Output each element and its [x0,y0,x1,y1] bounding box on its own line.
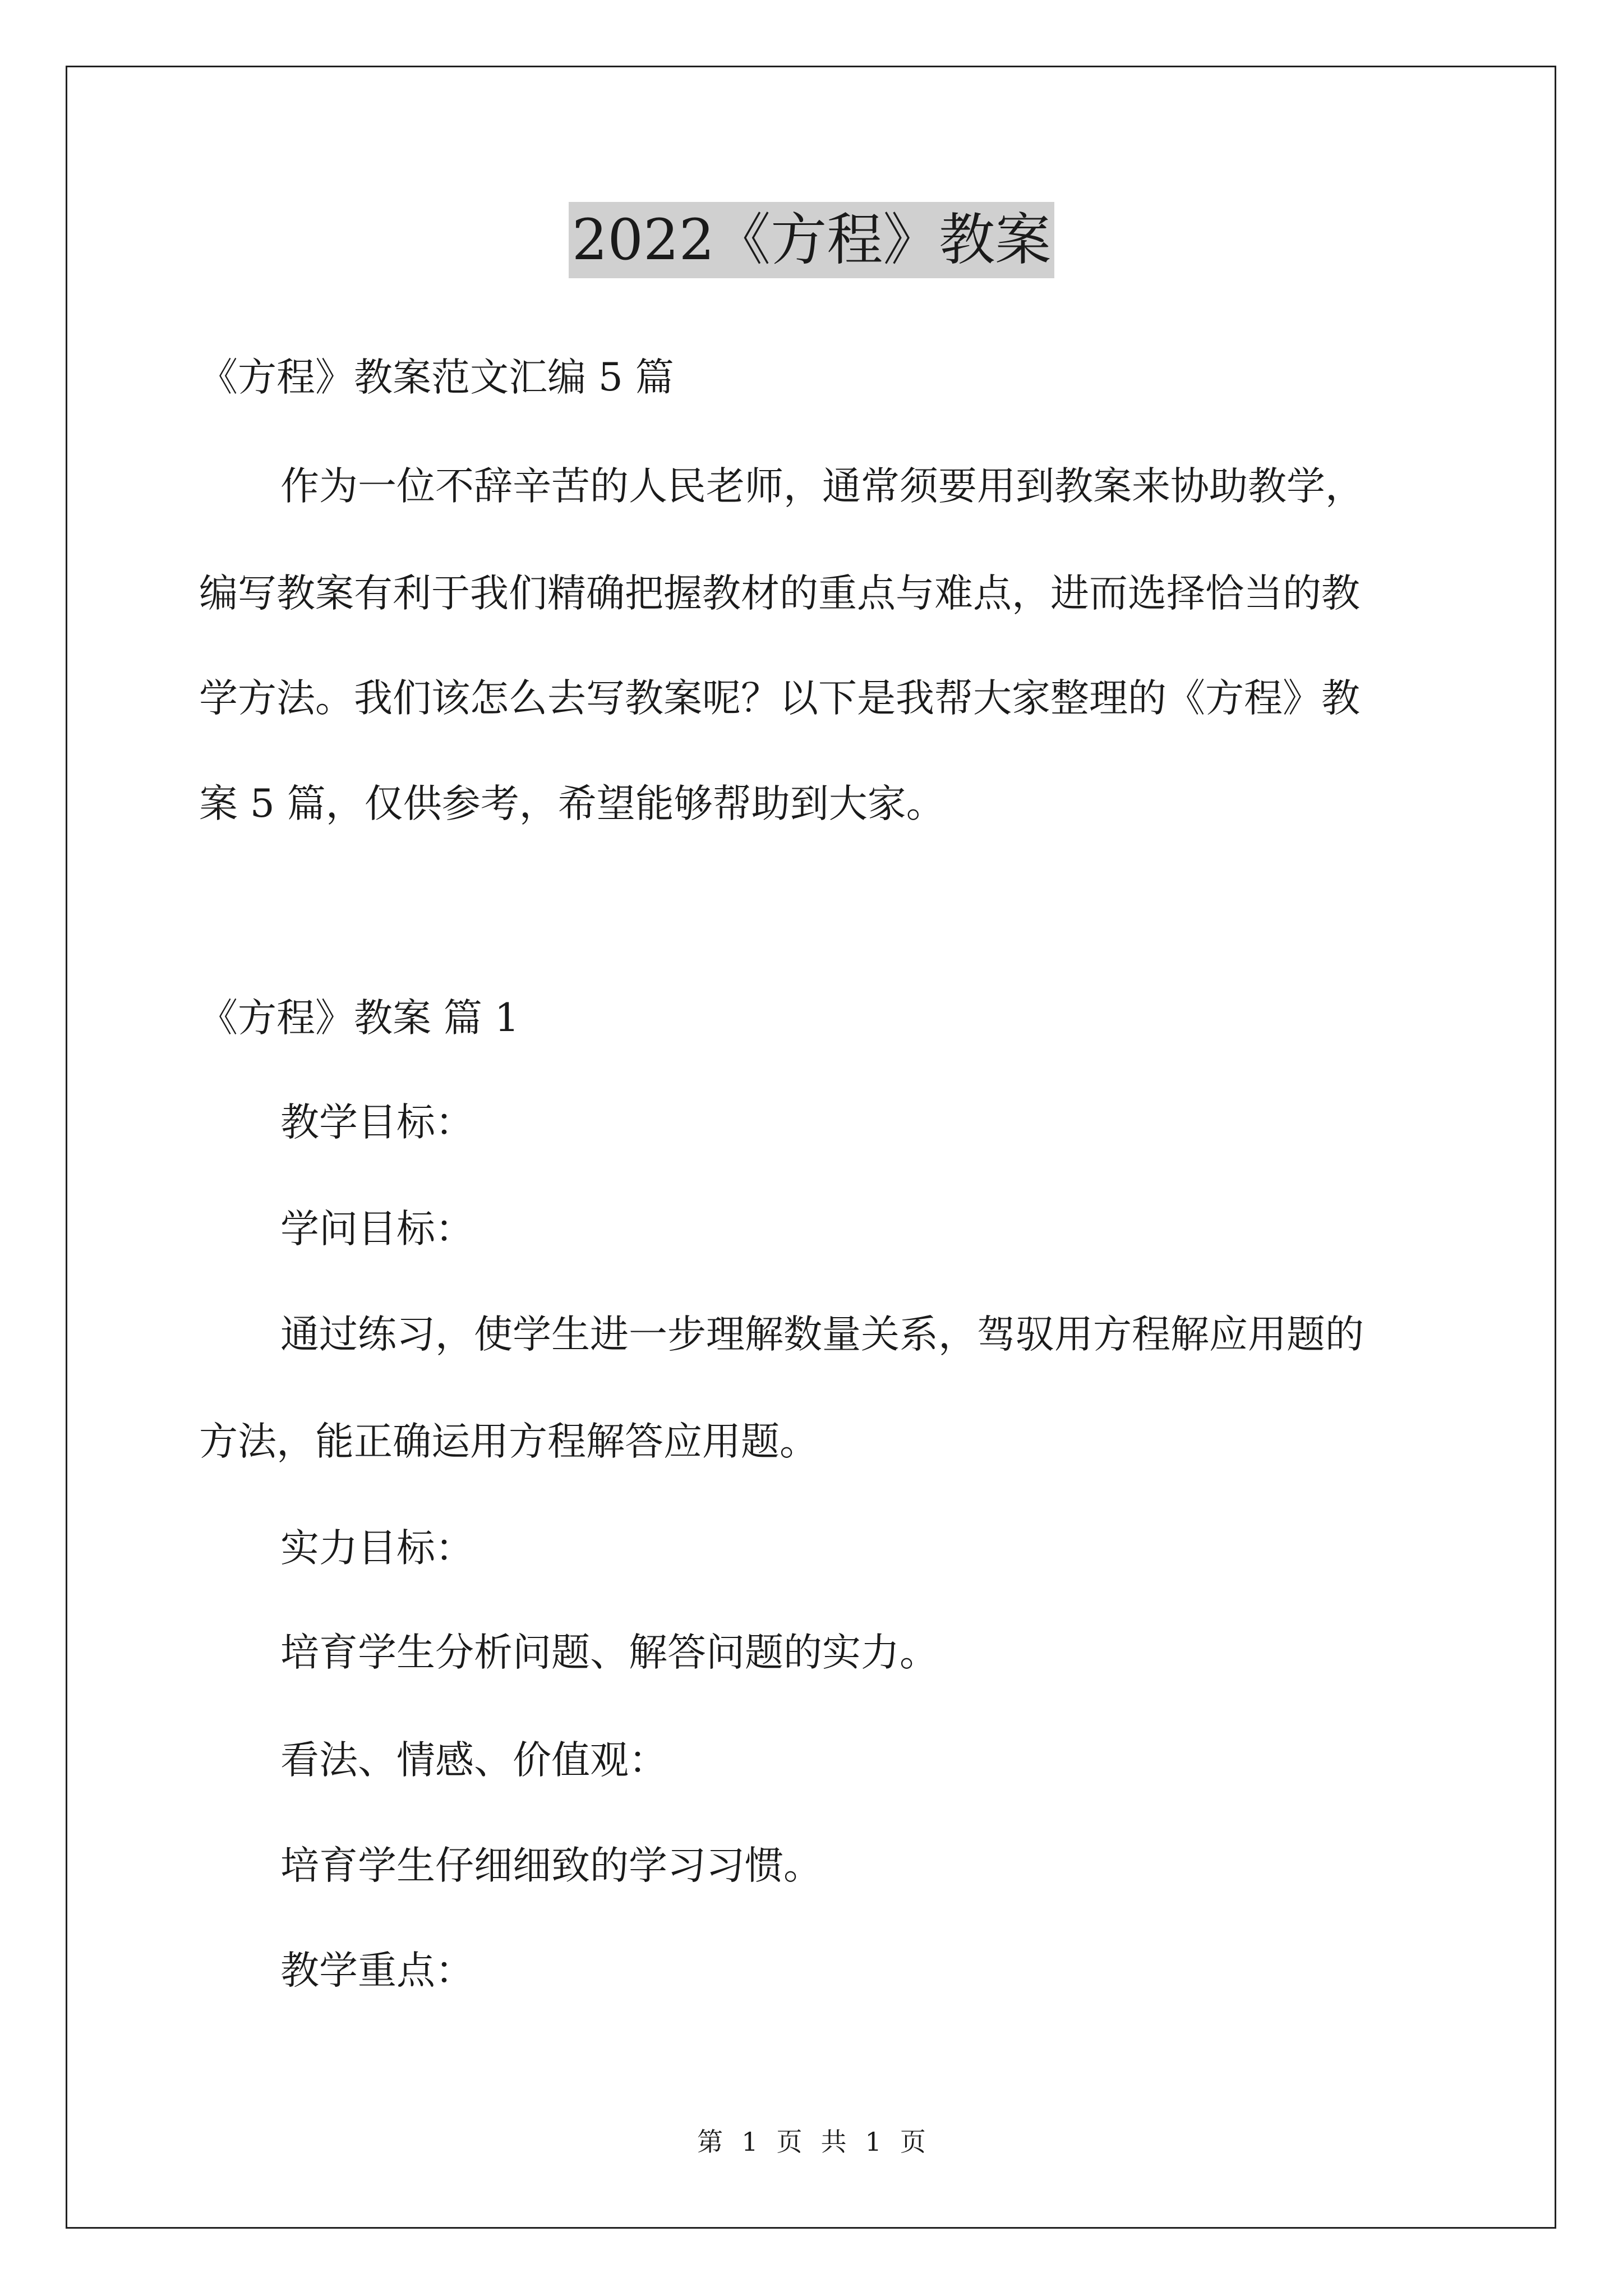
section-heading: 《方程》教案 篇 1 [199,996,519,1041]
intro-line-3: 学方法。我们该怎么去写教案呢？以下是我帮大家整理的《方程》教 [199,676,1360,721]
intro-line-1: 作为一位不辞辛苦的人民老师，通常须要用到教案来协助教学， [280,464,1364,509]
title-text: 2022《方程》教案 [569,202,1055,278]
intro-line-2: 编写教案有利于我们精确把握教材的重点与难点，进而选择恰当的教 [199,571,1360,616]
body-line-3: 通过练习，使学生进一步理解数量关系，驾驭用方程解应用题的 [280,1312,1364,1357]
body-line-2: 学问目标： [280,1207,474,1251]
body-line-1: 教学目标： [280,1100,474,1145]
body-line-8: 培育学生仔细细致的学习习惯。 [280,1843,822,1888]
page-footer: 第 1 页 共 1 页 [697,2127,926,2157]
body-line-6: 培育学生分析问题、解答问题的实力。 [280,1630,938,1675]
subtitle-line: 《方程》教案范文汇编 5 篇 [199,355,674,400]
body-line-9: 教学重点： [280,1948,474,1993]
intro-line-4: 案 5 篇，仅供参考，希望能够帮助到大家。 [199,781,945,826]
body-line-4: 方法，能正确运用方程解答应用题。 [199,1419,818,1464]
document-title [0,202,1623,278]
body-line-7: 看法、情感、价值观： [280,1738,667,1783]
body-line-5: 实力目标： [280,1526,474,1571]
